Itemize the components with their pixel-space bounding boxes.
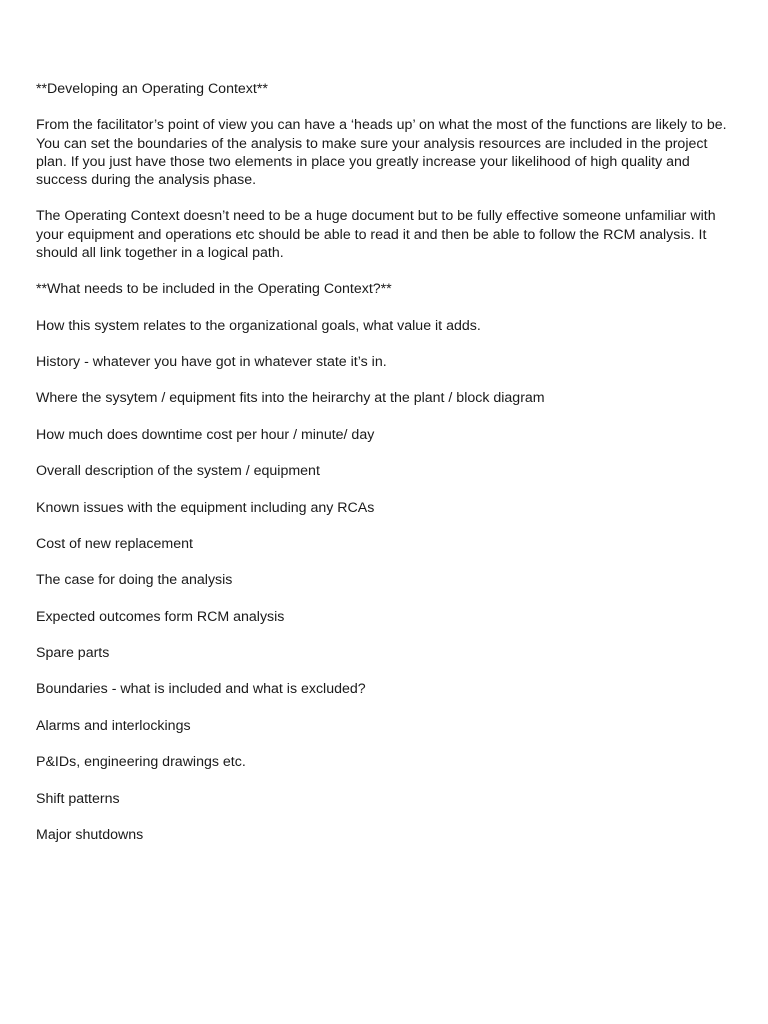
list-item: Cost of new replacement (36, 535, 193, 552)
list-item: Spare parts (36, 645, 110, 662)
section-heading-included: **What needs to be included in the Operating Context?** (36, 281, 392, 298)
list-item: Expected outcomes form RCM analysis (36, 608, 285, 625)
list-item: P&IDs, engineering drawings etc. (36, 754, 246, 771)
list-item: Overall description of the system / equipment (36, 463, 320, 480)
list-item: Alarms and interlockings (36, 717, 191, 734)
list-item: Major shutdowns (36, 827, 144, 844)
list-item: How this system relates to the organizational goals, what value it adds. (36, 317, 481, 334)
included-items-list (36, 317, 736, 845)
document-body (36, 80, 736, 862)
list-item: Known issues with the equipment including any RCAs (36, 499, 375, 516)
section-heading-developing: **Developing an Operating Context** (36, 81, 268, 97)
list-item: Boundaries - what is included and what is excluded? (36, 681, 366, 698)
list-item: The case for doing the analysis (36, 572, 233, 589)
list-item: History - whatever you have got in whatever state it’s in. (36, 353, 387, 370)
paragraph-operating-context: The Operating Context doesn’t need to be a huge document but to be fully effective someone unfamiliar with your equipment and operations etc should be able to read it and then be able to follow the RCM analysis. It should all link together in a logical path. (36, 208, 716, 261)
paragraph-facilitator: From the facilitator’s point of view you can have a ‘heads up’ on what the most of the functions are likely to be. You can set the boundaries of the analysis to make sure your analysis resources are included in the project plan. If you just have those two elements in place you greatly increase your likelihood of high quality and success during the analysis phase. (36, 117, 727, 188)
list-item: How much does downtime cost per hour / minute/ day (36, 426, 375, 443)
list-item: Shift patterns (36, 790, 120, 807)
list-item: Where the sysytem / equipment fits into the heirarchy at the plant / block diagram (36, 390, 545, 407)
